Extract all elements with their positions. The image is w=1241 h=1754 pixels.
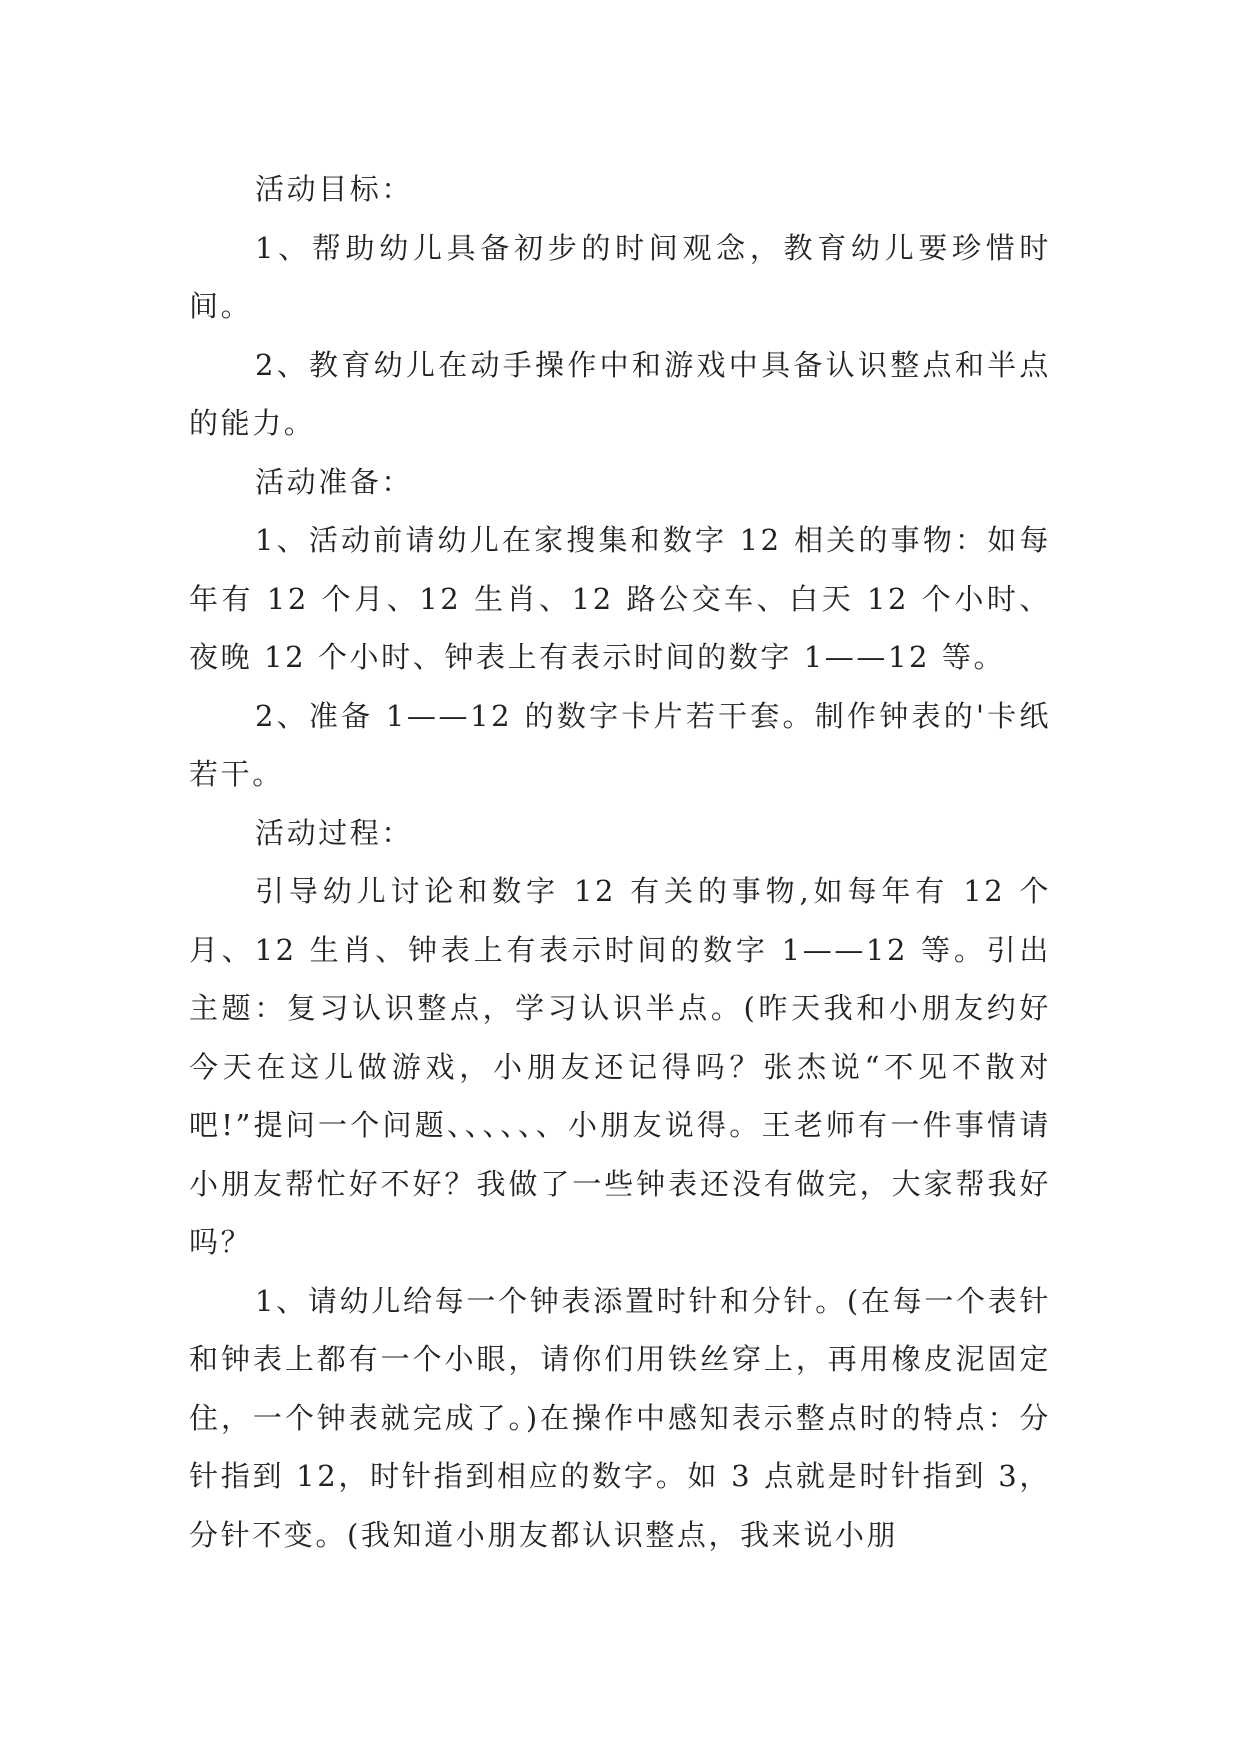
heading-activity-goals: 活动目标： <box>255 172 414 206</box>
paragraph-preparation-1: 1、活动前请幼儿在家搜集和数字 12 相关的事物：如每年有 12 个月、12 生肖、12 路公交车、白天 12 个小时、夜晚 12 个小时、钟表上有表示时间的数字 1——12 等。 <box>189 523 1051 674</box>
heading-activity-preparation: 活动准备： <box>255 464 414 499</box>
paragraph-goal-1: 1、帮助幼儿具备初步的时间观念，教育幼儿要珍惜时间。 <box>189 230 1051 323</box>
paragraph-process-intro: 引导幼儿讨论和数字 12 有关的事物,如每年有 12 个月、12 生肖、钟表上有表示时间的数字 1——12 等。引出主题：复习认识整点，学习认识半点。(昨天我和小朋友约好今天在这儿做游戏，小朋友还记得吗？张杰说“不见不散对吧!”提问一个问题、、、、、、小朋友说得。王老师有一件事情请小朋友帮忙好不好？我做了一些钟表还没有做完，大家帮我好吗？ <box>189 874 1051 1259</box>
paragraph-preparation-2: 2、准备 1——12 的数字卡片若干套。制作钟表的'卡纸若干。 <box>189 698 1051 791</box>
paragraph-goal-2: 2、教育幼儿在动手操作中和游戏中具备认识整点和半点的能力。 <box>189 347 1051 440</box>
heading-activity-process: 活动过程： <box>255 815 414 850</box>
document-body <box>189 160 1051 1564</box>
paragraph-process-1: 1、请幼儿给每一个钟表添置时针和分针。(在每一个表针和钟表上都有一个小眼，请你们用铁丝穿上，再用橡皮泥固定住，一个钟表就完成了。)在操作中感知表示整点时的特点：分针指到 12，时针指到相应的数字。如 3 点就是时针指到 3，分针不变。(我知道小朋友都认识整点，我来说小朋 <box>189 1283 1051 1552</box>
